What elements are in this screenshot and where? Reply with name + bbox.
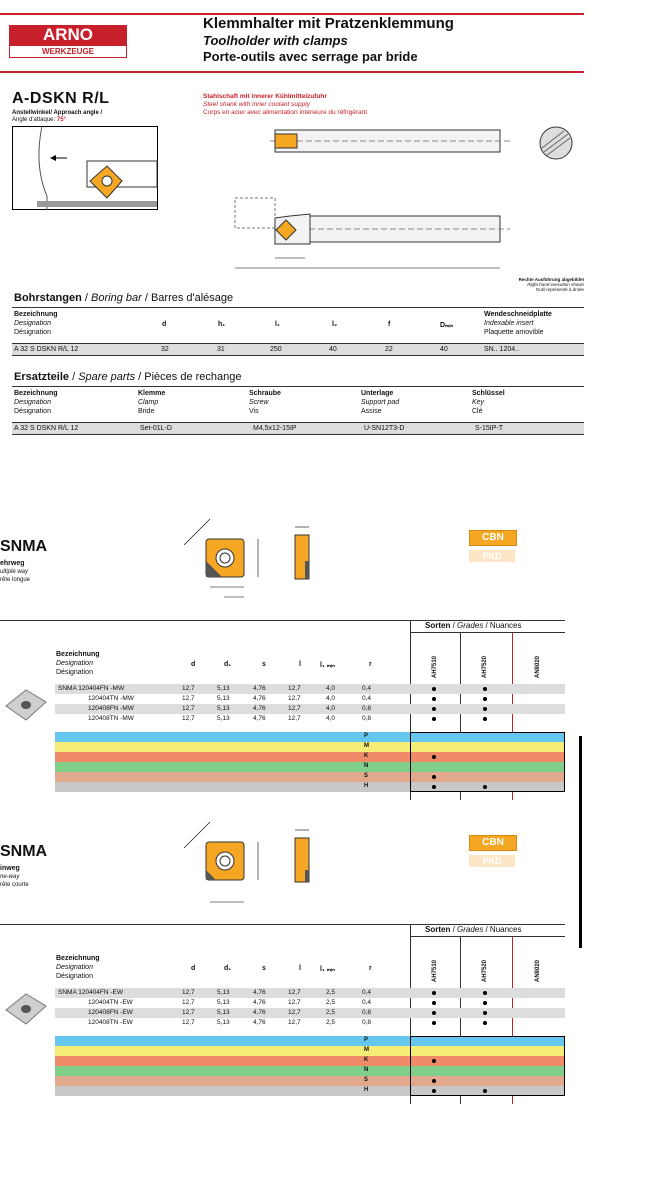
row-s: 4,76 xyxy=(253,685,266,692)
mw-col-s: s xyxy=(262,661,266,668)
grade-dot xyxy=(432,991,436,995)
spare-table xyxy=(12,386,584,435)
row-l: 12,7 xyxy=(288,685,301,692)
row-l: 12,7 xyxy=(288,999,301,1006)
row-r: 0,8 xyxy=(362,1009,372,1016)
boring-hdr-f: f xyxy=(388,321,391,328)
row-s: 4,76 xyxy=(253,999,266,1006)
mat-label: H xyxy=(364,1087,369,1093)
shank-info xyxy=(203,93,367,117)
row-s: 4,76 xyxy=(253,989,266,996)
pkd-badge-2: PKD xyxy=(469,855,515,867)
shank-de: Stahlschaft mit innerer Kühlmittelzufuhr xyxy=(203,93,327,100)
table-row xyxy=(55,714,565,724)
row-l: 12,7 xyxy=(288,1009,301,1016)
mw-rows xyxy=(55,684,565,726)
spare-h-fr: Pièces de rechange xyxy=(144,371,242,383)
grade-dot xyxy=(483,991,487,995)
spare-col3 xyxy=(249,389,281,416)
grade-an8020-2: AN8020 xyxy=(535,959,541,982)
grade-dot xyxy=(432,1011,436,1015)
approach-drawing xyxy=(12,126,158,210)
boring-h-en: Boring bar xyxy=(91,292,142,304)
snma-mw-sub-en: ultiple way xyxy=(0,569,29,575)
table-row xyxy=(55,704,565,714)
boring-hdr-fr: Désignation xyxy=(14,329,51,336)
nuances-2: Nuances xyxy=(489,925,522,934)
row-designation: SNMA 120404FN -EW xyxy=(58,989,124,996)
spare-c1-de: Bezeichnung xyxy=(14,390,58,397)
spare-c5-de: Schlüssel xyxy=(472,390,505,397)
spare-c4-fr: Assise xyxy=(361,408,382,415)
boring-cell-d: 32 xyxy=(161,346,169,353)
spare-h-en: Spare parts xyxy=(78,371,136,383)
grade-dot xyxy=(483,687,487,691)
snma-ew-sub-de: inweg xyxy=(0,865,20,872)
arno-logo xyxy=(9,25,127,59)
row-d: 12,7 xyxy=(182,1009,195,1016)
mw-col-d1: d₁ xyxy=(224,661,232,668)
row-l1min: 2,5 xyxy=(326,1019,336,1026)
boring-cell-dmin: 40 xyxy=(440,346,448,353)
boring-hdr-de: Bezeichnung xyxy=(14,311,58,318)
title-en: Toolholder with clamps xyxy=(203,33,348,48)
row-d: 12,7 xyxy=(182,989,195,996)
boring-col-designation xyxy=(14,310,58,337)
spare-cell-designation: A 32 S DSKN R/L 12 xyxy=(14,425,79,432)
boring-hdr-d: d xyxy=(162,321,167,328)
table-row xyxy=(55,998,565,1008)
material-grid-frame xyxy=(410,732,565,792)
angle-label1: Anstellwinkel/ Approach angle / xyxy=(12,110,103,116)
grade-ah7520-1: AH7520 xyxy=(482,655,488,678)
rh-note xyxy=(500,277,584,292)
boring-cell-l1: 250 xyxy=(270,346,282,353)
insert-hdr-fr: Plaquette amovible xyxy=(484,329,544,336)
spare-c1-fr: Désignation xyxy=(14,408,51,415)
ew-col-l: l xyxy=(299,965,301,972)
mat-label: K xyxy=(364,1057,369,1063)
boring-table xyxy=(12,307,584,356)
spare-c3-de: Schraube xyxy=(249,390,281,397)
mat-label: S xyxy=(364,1077,369,1083)
grade-dot xyxy=(483,1001,487,1005)
row-l1min: 4,0 xyxy=(326,715,336,722)
mw-col-r: r xyxy=(369,661,372,668)
grade-dot xyxy=(483,1011,487,1015)
title-de: Klemmhalter mit Pratzenklemmung xyxy=(203,15,454,32)
mw-col-d: d xyxy=(191,661,196,668)
side-bar xyxy=(579,736,582,948)
row-designation: 120408TN -EW xyxy=(88,1019,133,1026)
ew-col-r: r xyxy=(369,965,372,972)
mw-col-l1min: l₁ ₘᵢₙ xyxy=(320,662,335,669)
mw-hdr-fr: Désignation xyxy=(56,669,93,676)
logo-brand: ARNO xyxy=(9,25,127,45)
snma-ew-table xyxy=(0,924,565,1104)
row-designation: 120408FN -EW xyxy=(88,1009,133,1016)
row-r: 0,4 xyxy=(362,685,372,692)
row-l: 12,7 xyxy=(288,715,301,722)
row-designation: 120408TN -MW xyxy=(88,715,134,722)
mat-label: M xyxy=(364,743,369,749)
row-r: 0,8 xyxy=(362,1019,372,1026)
spare-c4-de: Unterlage xyxy=(361,390,394,397)
insert-hdr-en: Indexable insert xyxy=(484,320,534,327)
spare-c3-fr: Vis xyxy=(249,408,259,415)
snma-ew-subtitle xyxy=(0,864,29,889)
row-l1min: 4,0 xyxy=(326,705,336,712)
mat-label: N xyxy=(364,1067,369,1073)
boring-h-fr: Barres d'alésage xyxy=(150,292,234,304)
row-s: 4,76 xyxy=(253,695,266,702)
shank-fr: Corps en acier avec alimentation intérieure du réfrigérant xyxy=(203,109,368,116)
cbn-badge-1: CBN xyxy=(469,530,517,546)
grade-dot xyxy=(483,1021,487,1025)
row-l: 12,7 xyxy=(288,705,301,712)
row-designation: 120404TN -MW xyxy=(88,695,134,702)
mat-label: S xyxy=(364,773,369,779)
row-s: 4,76 xyxy=(253,705,266,712)
row-s: 4,76 xyxy=(253,1019,266,1026)
snma-mw-table xyxy=(0,620,565,800)
grade-an8020-1: AN8020 xyxy=(535,655,541,678)
boring-h-de: Bohrstangen xyxy=(14,292,82,304)
approach-angle xyxy=(12,110,102,124)
mat-label: M xyxy=(364,1047,369,1053)
row-d1: 5,13 xyxy=(217,1019,230,1026)
nuances-1: Nuances xyxy=(489,621,522,630)
row-l: 12,7 xyxy=(288,1019,301,1026)
row-l1min: 2,5 xyxy=(326,989,336,996)
spare-col5 xyxy=(472,389,505,416)
table-row xyxy=(55,694,565,704)
ew-col-s: s xyxy=(262,965,266,972)
ew-hdr-en: Designation xyxy=(56,964,93,971)
spare-col1 xyxy=(14,389,58,416)
row-s: 4,76 xyxy=(253,715,266,722)
mat-label: P xyxy=(364,733,369,739)
ew-col-d1: d₁ xyxy=(224,965,232,972)
row-d1: 5,13 xyxy=(217,685,230,692)
mat-label: N xyxy=(364,763,369,769)
spare-c2-de: Klemme xyxy=(138,390,166,397)
title-fr: Porte-outils avec serrage par bride xyxy=(203,49,418,64)
spare-c1-en: Designation xyxy=(14,399,51,406)
mw-hdr-de: Bezeichnung xyxy=(56,651,100,658)
row-d1: 5,13 xyxy=(217,705,230,712)
mw-hdr-en: Designation xyxy=(56,660,93,667)
grade-dot xyxy=(483,707,487,711)
row-d1: 5,13 xyxy=(217,1009,230,1016)
spare-c2-en: Clamp xyxy=(138,399,159,406)
grade-dot xyxy=(483,717,487,721)
boring-col-insert xyxy=(484,310,552,337)
spare-col2 xyxy=(138,389,165,416)
spare-heading: Ersatzteile / Spare parts / Pièces de rechange xyxy=(14,371,242,383)
snma-mw-sub-fr: rête longue xyxy=(0,577,31,583)
row-d: 12,7 xyxy=(182,695,195,702)
snma-ew-title: SNMA xyxy=(0,843,48,860)
grade-dot xyxy=(432,697,436,701)
ew-hdr-fr: Désignation xyxy=(56,973,93,980)
table-row xyxy=(55,988,565,998)
cbn-badge-2: CBN xyxy=(469,835,517,851)
mw-col-l: l xyxy=(299,661,301,668)
angle-label2: Angle d'attaque: xyxy=(12,117,57,123)
boring-hdr-dmin: Dₘᵢₙ xyxy=(440,322,454,329)
logo-sub: WERKZEUGE xyxy=(9,45,127,58)
row-d1: 5,13 xyxy=(217,695,230,702)
row-r: 0,4 xyxy=(362,999,372,1006)
grades-header-2: Sorten / Grades / Nuances xyxy=(425,925,522,934)
row-r: 0,8 xyxy=(362,715,372,722)
toolholder-drawing xyxy=(230,118,586,284)
row-designation: SNMA 120404FN -MW xyxy=(58,685,125,692)
product-code: A-DSKN R/L xyxy=(12,90,110,107)
row-r: 0,4 xyxy=(362,989,372,996)
grade-dot xyxy=(432,1021,436,1025)
row-d: 12,7 xyxy=(182,685,195,692)
snma-ew-drawing xyxy=(180,818,320,908)
angle-value: 75° xyxy=(56,117,66,123)
grades-2: Grades xyxy=(457,925,484,934)
table-row xyxy=(55,684,565,694)
snma-mw-hdr xyxy=(56,650,100,677)
spare-row xyxy=(12,422,584,435)
table-row xyxy=(55,1018,565,1028)
row-d: 12,7 xyxy=(182,1019,195,1026)
insert-hdr-de: Wendeschneidplatte xyxy=(484,311,552,318)
boring-hdr-l1: l₁ xyxy=(275,321,280,328)
ew-hdr-de: Bezeichnung xyxy=(56,955,100,962)
grade-dot xyxy=(483,697,487,701)
material-grid-frame xyxy=(410,1036,565,1096)
spare-cell-key: S-15IP-T xyxy=(475,425,504,432)
row-r: 0,4 xyxy=(362,695,372,702)
insert-photo-icon-2 xyxy=(0,990,50,1030)
snma-ew-sub-en: ne-way xyxy=(0,874,20,880)
header-rule xyxy=(0,71,584,73)
table-row xyxy=(55,1008,565,1018)
row-l1min: 4,0 xyxy=(326,685,336,692)
ew-rows xyxy=(55,988,565,1030)
mat-label: P xyxy=(364,1037,369,1043)
boring-hdr-h1: h₁ xyxy=(218,321,226,328)
mat-label: K xyxy=(364,753,369,759)
grade-dot xyxy=(432,707,436,711)
grade-ah7510-1: AH7510 xyxy=(432,655,438,678)
spare-cell-clamp: Set-01L-D xyxy=(140,425,172,432)
pkd-badge-1: PKD xyxy=(469,550,515,562)
ew-col-l1min: l₁ ₘᵢₙ xyxy=(320,966,335,973)
boring-heading: Bohrstangen / Boring bar / Barres d'alésage xyxy=(14,292,234,304)
snma-ew-sub-fr: rête courte xyxy=(0,882,29,888)
row-d: 12,7 xyxy=(182,715,195,722)
boring-cell-f: 22 xyxy=(385,346,393,353)
row-l1min: 2,5 xyxy=(326,1009,336,1016)
mat-label: H xyxy=(364,783,369,789)
snma-ew-hdr xyxy=(56,954,100,981)
row-l: 12,7 xyxy=(288,695,301,702)
rh-en: Right-hand execution shown xyxy=(527,282,584,287)
row-l: 12,7 xyxy=(288,989,301,996)
grade-ah7510-2: AH7510 xyxy=(432,959,438,982)
grades-header-1: Sorten / Grades / Nuances xyxy=(425,621,522,630)
spare-c4-en: Support pad xyxy=(361,399,400,406)
shank-en: Steel shank with inner coolant supply xyxy=(203,101,310,108)
rh-fr: Outil représenté à droite xyxy=(535,287,584,292)
grades-1: Grades xyxy=(457,621,484,630)
row-d1: 5,13 xyxy=(217,999,230,1006)
boring-hdr-l2: l₂ xyxy=(332,321,338,328)
snma-mw-drawing xyxy=(180,515,320,605)
row-d1: 5,13 xyxy=(217,989,230,996)
grade-dot xyxy=(432,717,436,721)
sorten-2: Sorten xyxy=(425,925,451,934)
spare-c5-en: Key xyxy=(472,399,485,406)
row-d: 12,7 xyxy=(182,999,195,1006)
boring-cell-insert: SN.. 1204.. xyxy=(484,346,520,353)
boring-row xyxy=(12,343,584,356)
spare-col4 xyxy=(361,389,399,416)
grade-dot xyxy=(432,1001,436,1005)
sorten-1: Sorten xyxy=(425,621,451,630)
boring-cell-h1: 31 xyxy=(217,346,225,353)
page-title xyxy=(203,14,454,65)
spare-cell-pad: U-SN12T3-D xyxy=(364,425,405,432)
row-r: 0,8 xyxy=(362,705,372,712)
row-d: 12,7 xyxy=(182,705,195,712)
insert-photo-icon-1 xyxy=(0,686,50,726)
snma-mw-subtitle xyxy=(0,559,30,584)
boring-hdr-en: Designation xyxy=(14,320,51,327)
spare-c3-en: Screw xyxy=(249,399,269,406)
spare-c5-fr: Clé xyxy=(472,408,483,415)
spare-c2-fr: Bride xyxy=(138,408,155,415)
row-d1: 5,13 xyxy=(217,715,230,722)
ew-col-d: d xyxy=(191,965,196,972)
spare-cell-screw: M4,5x12-15IP xyxy=(253,425,297,432)
row-s: 4,76 xyxy=(253,1009,266,1016)
rh-de: Rechte Ausführung abgebildet xyxy=(518,277,584,282)
row-l1min: 4,0 xyxy=(326,695,336,702)
boring-cell-l2: 40 xyxy=(329,346,337,353)
snma-mw-title: SNMA xyxy=(0,538,48,555)
row-l1min: 2,5 xyxy=(326,999,336,1006)
snma-mw-sub-de: ehrweg xyxy=(0,560,25,567)
grade-dot xyxy=(432,687,436,691)
row-designation: 120408FN -MW xyxy=(88,705,134,712)
spare-h-de: Ersatzteile xyxy=(14,371,70,383)
boring-cell-designation: A 32 S DSKN R/L 12 xyxy=(14,346,79,353)
row-designation: 120404TN -EW xyxy=(88,999,133,1006)
grade-ah7520-2: AH7520 xyxy=(482,959,488,982)
